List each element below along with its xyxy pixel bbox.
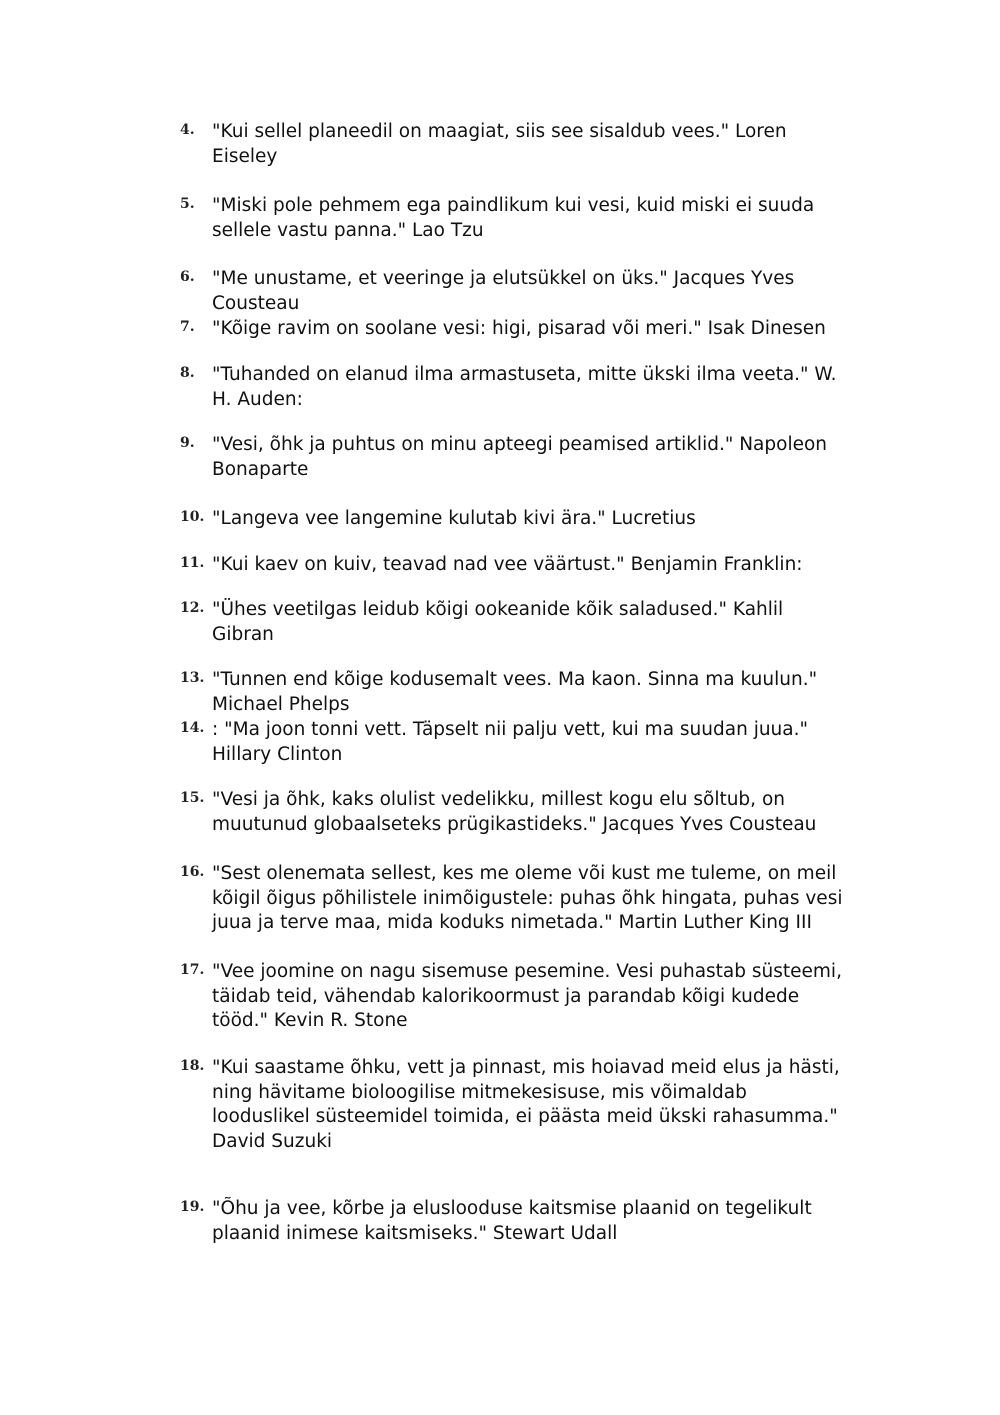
quote-text: "Vee joomine on nagu sisemuse pesemine. Vesi puhastab süsteemi, täidab teid, vähendab kalorikoormust ja parandab kõigi kudede tööd." Kevin R. Stone [212,961,842,1032]
quote-number: 15. [180,790,205,806]
quote-text: "Tunnen end kõige kodusemalt vees. Ma kaon. Sinna ma kuulun." Michael Phelps [212,669,818,715]
quote-item [180,862,850,936]
quote-number: 4. [180,122,195,138]
quote-item [180,363,850,412]
quote-text: "Langeva vee langemine kulutab kivi ära." Lucretius [212,508,696,529]
quote-item [180,267,850,316]
quote-item [180,668,850,717]
quote-number: 18. [180,1058,205,1074]
quote-text: "Miski pole pehmem ega paindlikum kui vesi, kuid miski ei suuda sellele vastu panna." Lao Tzu [212,195,815,241]
quote-number: 8. [180,365,195,381]
quote-text: "Ühes veetilgas leidub kõigi ookeanide kõik saladused." Kahlil Gibran [212,599,784,645]
quote-text: "Kõige ravim on soolane vesi: higi, pisarad või meri." Isak Dinesen [212,318,826,339]
quote-text: : "Ma joon tonni vett. Täpselt nii palju vett, kui ma suudan juua." Hillary Clinton [212,719,809,765]
quote-number: 13. [180,670,205,686]
quote-item [180,718,850,767]
quote-number: 10. [180,509,205,525]
quote-text: "Õhu ja vee, kõrbe ja elusloodusе kaitsmise plaanid on tegelikult plaanid inimese kaitsmiseks." Stewart Udall [212,1198,812,1244]
quote-number: 16. [180,864,205,880]
quote-text: "Vesi ja õhk, kaks olulist vedelikku, millest kogu elu sõltub, on muutunud globaalseteks prügikastideks." Jacques Yves Cousteau [212,789,817,835]
quote-text: "Kui saastame õhku, vett ja pinnast, mis hoiavad meid elus ja hästi, ning hävitame bioloogilise mitmekesisuse, mis võimaldab looduslikel süsteemidel toimida, ei päästa meid ükski rahasumma." David Suzuki [212,1057,840,1153]
quote-item [180,194,850,243]
quote-item [180,1056,850,1155]
quote-text: "Sest olenemata sellest, kes me oleme või kust me tuleme, on meil kõigil õigus põhilistele inimõigustele: puhas õhk hingata, puhas vesi juua ja terve maa, mida koduks nimetada." Martin Luther King III [212,863,843,934]
quote-item [180,553,850,578]
quote-number: 6. [180,269,195,285]
quote-number: 5. [180,196,195,212]
quote-item [180,120,850,169]
quote-number: 17. [180,962,205,978]
quote-item [180,507,850,532]
quote-text: "Vesi, õhk ja puhtus on minu apteegi peamised artiklid." Napoleon Bonaparte [212,434,828,480]
quote-text: "Me unustame, et veeringe ja elutsükkel on üks." Jacques Yves Cousteau [212,268,795,314]
quote-item [180,433,850,482]
quote-number: 19. [180,1199,205,1215]
quote-number: 11. [180,555,205,571]
quote-number: 7. [180,319,195,335]
quote-item [180,598,850,647]
quote-number: 14. [180,720,205,736]
quote-item [180,317,850,342]
quote-number: 12. [180,600,205,616]
quote-number: 9. [180,435,195,451]
quote-text: "Kui kaev on kuiv, teavad nad vee väärtust." Benjamin Franklin: [212,554,803,575]
quote-text: "Kui sellel planeedil on maagiat, siis see sisaldub vees." Loren Eiseley [212,121,787,167]
quote-item [180,1197,850,1246]
quote-item [180,960,850,1034]
quote-item [180,788,850,837]
quote-text: "Tuhanded on elanud ilma armastuseta, mitte ükski ilma veeta." W. H. Auden: [212,364,837,410]
